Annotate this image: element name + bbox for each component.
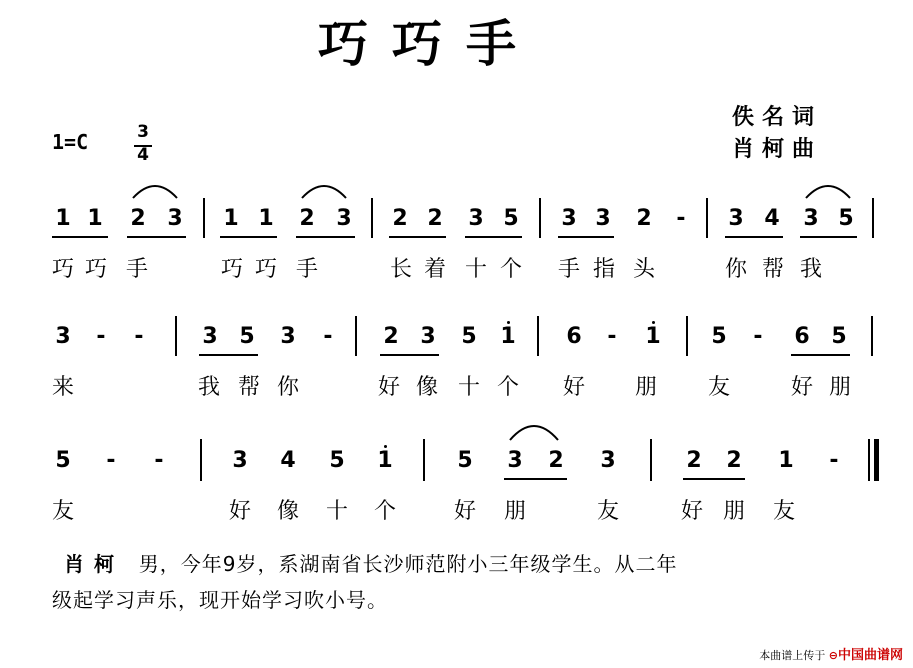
note: 5 — [55, 448, 71, 473]
song-title: 巧巧手 — [318, 15, 540, 73]
lyric-char: 友 — [707, 375, 730, 400]
lyric-char: 手 — [557, 257, 580, 282]
lyric-char: 友 — [51, 499, 74, 524]
note: 3 — [232, 448, 248, 473]
note: 3 — [803, 206, 819, 231]
tie — [302, 186, 346, 198]
note: 5 — [461, 324, 477, 349]
note-high: 1 — [377, 448, 393, 473]
time-signature-bottom: 4 — [137, 145, 149, 165]
lyricist-credit: 佚名词 — [732, 105, 823, 130]
footer-uploaded-text: 本曲谱上传于 — [759, 649, 826, 662]
lyric-char: 巧 — [254, 257, 277, 282]
bio-text-2: 级起学习声乐，现开始学习吹小号。 — [52, 588, 388, 612]
note: 3 — [561, 206, 577, 231]
note: 6 — [566, 324, 582, 349]
lyric-char: 巧 — [220, 257, 243, 282]
lyric-char: 朋 — [634, 375, 657, 400]
lyric-char: 个 — [373, 499, 396, 524]
lyric-char: 好 — [680, 499, 703, 524]
lyric-char: 好 — [377, 375, 400, 400]
lyric-char: 巧 — [51, 257, 74, 282]
bio-name: 肖柯 — [64, 552, 124, 576]
note: 3 — [600, 448, 616, 473]
note: 2 — [392, 206, 408, 231]
note: 1 — [223, 206, 239, 231]
note: 5 — [239, 324, 255, 349]
bio-text-1: 男，今年9岁，系湖南省长沙师范附小三年级学生。从二年 — [138, 552, 678, 576]
note-high: 1 — [645, 324, 661, 349]
lyric-char: 像 — [276, 499, 299, 524]
dash: - — [96, 324, 106, 349]
time-signature-top: 3 — [137, 122, 149, 142]
note: 5 — [503, 206, 519, 231]
lyric-char: 十 — [464, 257, 487, 282]
dash: - — [323, 324, 333, 349]
key-signature: 1=C — [52, 130, 89, 154]
footer-watermark — [759, 644, 903, 663]
note: 3 — [420, 324, 436, 349]
lyric-char: 十 — [325, 499, 348, 524]
dash: - — [753, 324, 763, 349]
note: 1 — [55, 206, 71, 231]
lyric-char: 好 — [790, 375, 813, 400]
note: 4 — [764, 206, 780, 231]
lyric-char: 十 — [457, 375, 480, 400]
lyric-char: 我 — [799, 257, 822, 282]
note: 3 — [55, 324, 71, 349]
site-logo-icon: ⊖ — [828, 649, 838, 662]
note: 3 — [280, 324, 296, 349]
lyric-char: 着 — [423, 257, 446, 282]
lyric-char: 长 — [389, 257, 412, 282]
note: 2 — [726, 448, 742, 473]
lyric-char: 来 — [51, 375, 74, 400]
note: 4 — [280, 448, 296, 473]
tie — [133, 186, 177, 198]
lyric-char: 个 — [499, 257, 522, 282]
lyric-char: 你 — [724, 257, 747, 282]
dash: - — [106, 448, 116, 473]
note: 6 — [794, 324, 810, 349]
lyric-char: 朋 — [503, 499, 526, 524]
dash: - — [829, 448, 839, 473]
note: 3 — [468, 206, 484, 231]
note: 3 — [595, 206, 611, 231]
lyric-char: 朋 — [828, 375, 851, 400]
lyric-char: 我 — [197, 375, 220, 400]
bio-line-1 — [64, 548, 677, 577]
lyric-char: 手 — [125, 257, 148, 282]
note: 2 — [636, 206, 652, 231]
note: 2 — [383, 324, 399, 349]
note: 2 — [686, 448, 702, 473]
lyric-char: 巧 — [84, 257, 107, 282]
dash: - — [676, 206, 686, 231]
lyric-char: 好 — [453, 499, 476, 524]
note: 3 — [728, 206, 744, 231]
lyric-char: 像 — [415, 375, 438, 400]
note-high: 1 — [500, 324, 516, 349]
lyric-char: 朋 — [722, 499, 745, 524]
note: 3 — [336, 206, 352, 231]
note: 2 — [130, 206, 146, 231]
note: 3 — [167, 206, 183, 231]
tie — [806, 186, 850, 198]
note: 3 — [507, 448, 523, 473]
dash: - — [134, 324, 144, 349]
composer-credit: 肖柯曲 — [732, 137, 823, 162]
lyric-char: 手 — [295, 257, 318, 282]
tie — [510, 426, 558, 440]
note: 5 — [831, 324, 847, 349]
lyric-char: 个 — [496, 375, 519, 400]
note: 5 — [711, 324, 727, 349]
lyric-char: 头 — [632, 257, 655, 282]
site-name: 中国曲谱网 — [837, 648, 903, 663]
lyric-char: 友 — [772, 499, 795, 524]
note: 1 — [87, 206, 103, 231]
note: 5 — [838, 206, 854, 231]
note: 2 — [548, 448, 564, 473]
lyric-char: 指 — [592, 257, 615, 282]
lyric-char: 友 — [596, 499, 619, 524]
lyric-char: 帮 — [761, 257, 784, 282]
lyric-char: 好 — [562, 375, 585, 400]
note: 3 — [202, 324, 218, 349]
note: 2 — [427, 206, 443, 231]
note: 5 — [457, 448, 473, 473]
note: 5 — [329, 448, 345, 473]
lyric-char: 你 — [276, 375, 299, 400]
dash: - — [607, 324, 617, 349]
note: 1 — [778, 448, 794, 473]
note: 1 — [258, 206, 274, 231]
note: 2 — [299, 206, 315, 231]
dash: - — [154, 448, 164, 473]
lyric-char: 帮 — [237, 375, 260, 400]
lyric-char: 好 — [228, 499, 251, 524]
